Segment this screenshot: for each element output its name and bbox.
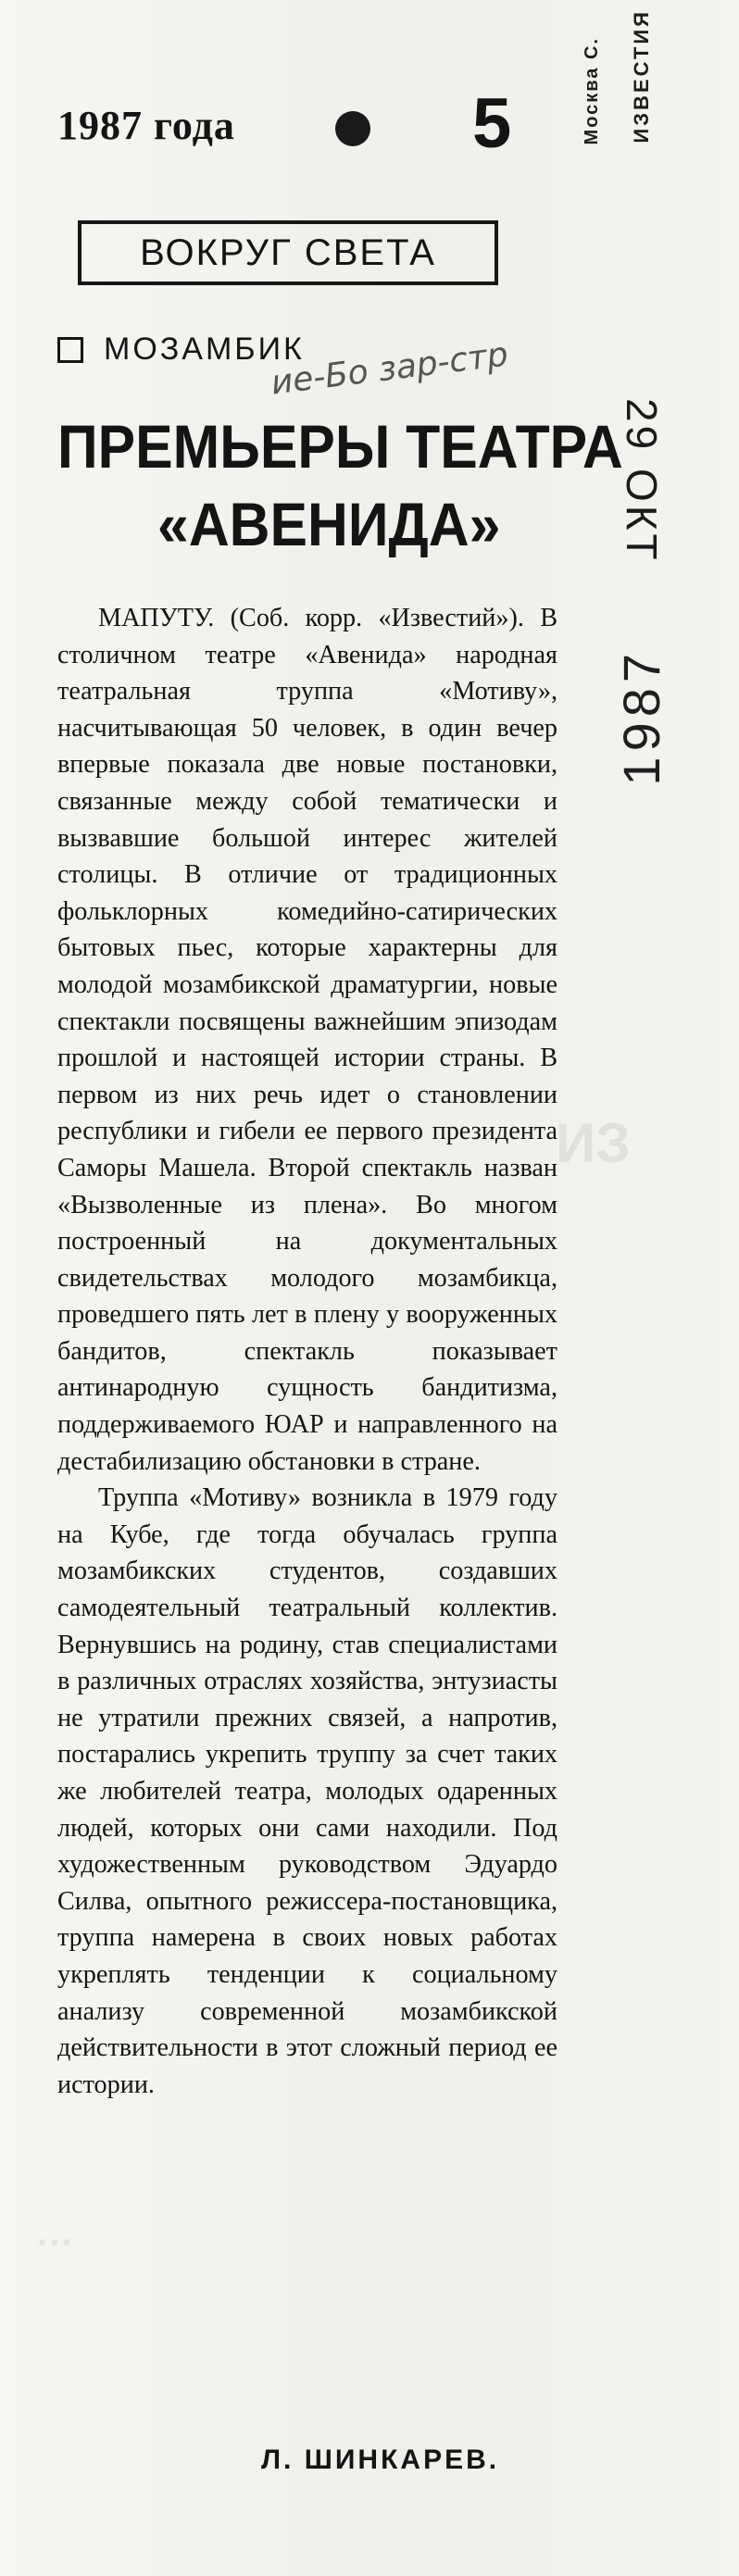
stamp-date: 29 ОКТ (618, 398, 666, 564)
rubric-label: ВОКРУГ СВЕТА (140, 231, 436, 273)
paragraph: Труппа «Мотиву» возникла в 1979 году на Кубе, где тогда обучалась группа мозамбикских студентов, создавших самодеятельный театральный коллектив. Вернувшись на родину, став специалистами в различных отраслях хозяйства, энтузиасты не утратили прежних связей, а напротив, постарались укрепить труппу за счет таких же любителей театра, молодых одаренных людей, которых они сами находили. Под художественным руководством Эдуардо Силва, опытного режиссера-постановщика, труппа намерена в своих новых работах укреплять тенденции к социальному анализу современной мозамбикской действительности в этот сложный период ее истории. (57, 1483, 557, 2099)
title-line-1: ПРЕМЬЕРЫ ТЕАТРА (57, 412, 623, 481)
bullet-dot (335, 111, 370, 146)
rubric-box (78, 220, 498, 285)
issue-year: 1987 года (57, 103, 235, 148)
article-title (57, 407, 623, 563)
paragraph: МАПУТУ. (Соб. корр. «Известий»). В столичном театре «Авенида» народная театральная труппа «Мотиву», насчитывающая 50 человек, в один вечер впервые показала две новые постановки, связанные между собой тематически и вызвавшие большой интерес жителей столицы. В отличие от традиционных фольклорных комедийно-сатирических бытовых пьес, которые характерны для молодой мозамбикской драматургии, новые спектакли посвящены важнейшим эпизодам прошлой и настоящей истории страны. В первом из них речь идет о становлении республики и гибели ее первого президента Саморы Машела. Второй спектакль назван «Вызволенные из плена». Во многом построенный на документальных свидетельствах молодого мозамбикца, проведшего пять лет в плену у вооруженных бандитов, спектакль показывает антинародную сущность бандитизма, поддерживаемого ЮАР и направленного на дестабилизацию обстановки в стране. (57, 604, 557, 1476)
stamp-newspaper: ИЗВЕСТИЯ (630, 9, 653, 144)
stamp-year: 1987 (612, 648, 670, 786)
square-icon (57, 337, 83, 363)
bleed-through-text: ИЗ (556, 1112, 631, 1174)
handwritten-note: ие-Бо зар-стр (269, 335, 510, 403)
page-header (57, 83, 539, 167)
bleed-through-text: ··· (37, 2222, 74, 2263)
title-line-2: «АВЕНИДА» (157, 490, 501, 558)
section-name: МОЗАМБИК (104, 331, 305, 367)
page-number: 5 (472, 84, 512, 163)
stamp-city: Москва С. (582, 37, 602, 145)
section-label (57, 331, 305, 368)
author-signature: Л. ШИНКАРЕВ. (261, 2445, 500, 2475)
article-body (57, 600, 557, 2103)
